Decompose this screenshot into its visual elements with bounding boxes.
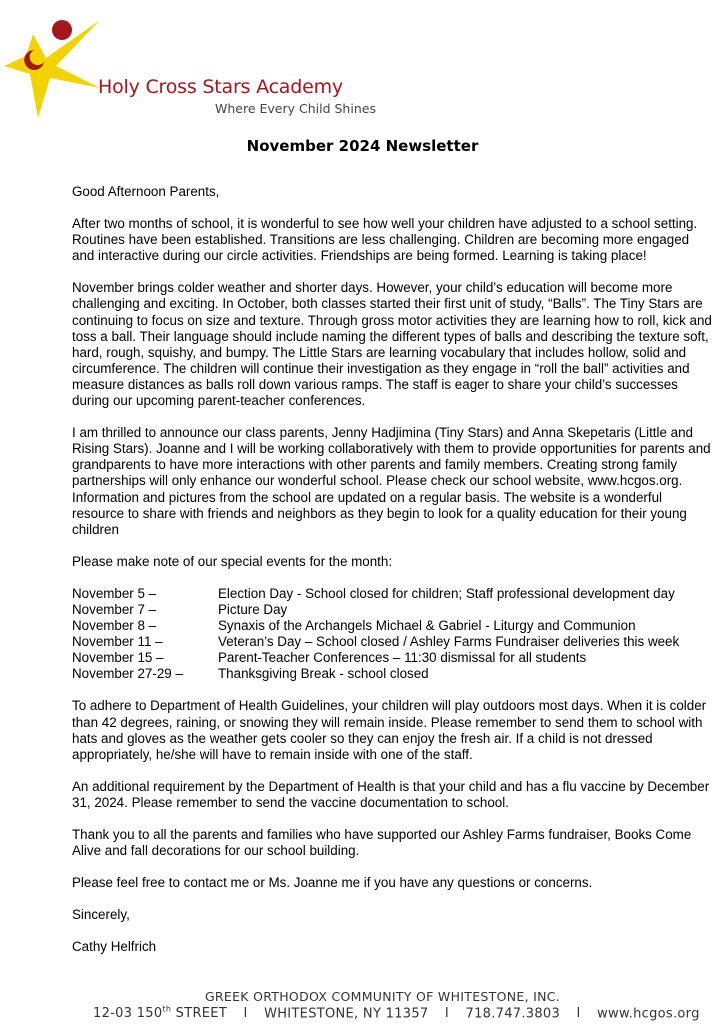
event-date: November 15 – — [72, 650, 164, 666]
event-date: November 7 – — [72, 601, 157, 617]
event-row — [72, 602, 712, 618]
separator: I — [444, 1006, 450, 1022]
event-description: Election Day - School closed for children; Staff professional development day — [218, 585, 675, 601]
letter-body — [72, 184, 712, 971]
paragraph: After two months of school, it is wonderful to see how well your children have adjusted to a school setting. Routines have been established. Transitions are less challenging. Children are becoming more engaged and interactive during our circle activities. Friendships are being formed. Learning is taking place! — [72, 216, 698, 264]
separator: I — [576, 1006, 581, 1022]
paragraph: I am thrilled to announce our class parents, Jenny Hadjimina (Tiny Stars) and Anna Skepetaris (Little and Rising Stars). Joanne and I will be working collaboratively with them to provide opportunities for parents and grandparents to have more interactions with other parents and family members. Creating strong family partnerships will only enhance our wonderful school. Please check our school website, www.hcgos.org. Information and pictures from the school are updated on a regular basis. The website is a wonderful resource to share with friends and neighbors as they begin to look for a quality education for their young children — [72, 425, 711, 537]
footer-org: GREEK ORTHODOX COMMUNITY OF WHITESTONE, INC. — [204, 989, 561, 1004]
footer-website: www.hcgos.org — [597, 1006, 700, 1022]
separator: I — [243, 1006, 248, 1022]
street-suffix: th — [162, 1005, 172, 1014]
star-icon — [4, 20, 100, 118]
red-ball-icon — [52, 20, 72, 40]
event-date: November 5 – — [72, 585, 157, 601]
footer-street — [93, 1006, 227, 1021]
event-row — [72, 634, 712, 650]
paragraph: To adhere to Department of Health Guidelines, your children will play outdoors most days. When it is colder than 42 degrees, raining, or snowing they will remain inside. Please remember to send them to school with hats and gloves as the weather gets cooler so they can enjoy the fresh air. If a child is not dressed appropriately, he/she will have to remain inside with one of the staff. — [72, 698, 707, 762]
academy-logo — [0, 12, 110, 124]
tagline: Where Every Child Shines — [215, 101, 376, 116]
signoff: Sincerely, — [72, 907, 130, 923]
event-description: Veteran’s Day – School closed / Ashley Farms Fundraiser deliveries this week — [218, 634, 680, 650]
events-list — [72, 586, 712, 683]
footer-phone: 718.747.3803 — [465, 1006, 561, 1022]
school-name: Holy Cross Stars Academy — [98, 76, 343, 98]
footer-contact — [93, 1005, 700, 1021]
event-description: Picture Day — [218, 601, 288, 617]
event-description: Parent-Teacher Conferences – 11:30 dismissal for all students — [218, 650, 587, 666]
event-description: Thanksgiving Break - school closed — [218, 666, 429, 682]
event-row — [72, 650, 712, 666]
paragraph: Thank you to all the parents and families who have supported our Ashley Farms fundraiser, Books Come Alive and fall decorations for our school building. — [72, 827, 692, 859]
event-date: November 8 – — [72, 618, 157, 634]
greeting: Good Afternoon Parents, — [72, 184, 220, 199]
street-number: 12-03 150 — [93, 1006, 163, 1022]
event-row — [72, 666, 712, 682]
signature: Cathy Helfrich — [72, 939, 157, 955]
event-row — [72, 586, 712, 602]
event-row — [72, 618, 712, 634]
footer-city: WHITESTONE, NY 11357 — [264, 1006, 429, 1022]
event-date: November 27-29 – — [72, 666, 183, 682]
event-description: Synaxis of the Archangels Michael & Gabriel - Liturgy and Communion — [218, 618, 636, 634]
event-date: November 11 – — [72, 634, 163, 650]
paragraph: Please feel free to contact me or Ms. Joanne me if you have any questions or concerns. — [72, 875, 593, 891]
paragraph: Please make note of our special events for the month: — [72, 553, 393, 569]
paragraph: An additional requirement by the Department of Health is that your child and has a flu vaccine by December 31, 2024. Please remember to send the vaccine documentation to school. — [72, 778, 710, 810]
street-name: STREET — [171, 1006, 228, 1022]
paragraph: November brings colder weather and shorter days. However, your child’s education will become more challenging and exciting. In October, both classes started their first unit of study, “Balls”. The Tiny Stars are continuing to focus on size and texture. Through gross motor activities they are learning how to roll, kick and toss a ball. Their language should include naming the different types of balls and describing the texture soft, hard, rough, squishy, and bumpy. The Little Stars are learning vocabulary that includes hollow, solid and circumference. The children will continue their investigation as they engage in “roll the ball” activities and measure distances as balls roll down various ramps. The staff is eager to share your child’s successes during our upcoming parent-teacher conferences. — [72, 280, 712, 409]
newsletter-title: November 2024 Newsletter — [246, 137, 479, 155]
